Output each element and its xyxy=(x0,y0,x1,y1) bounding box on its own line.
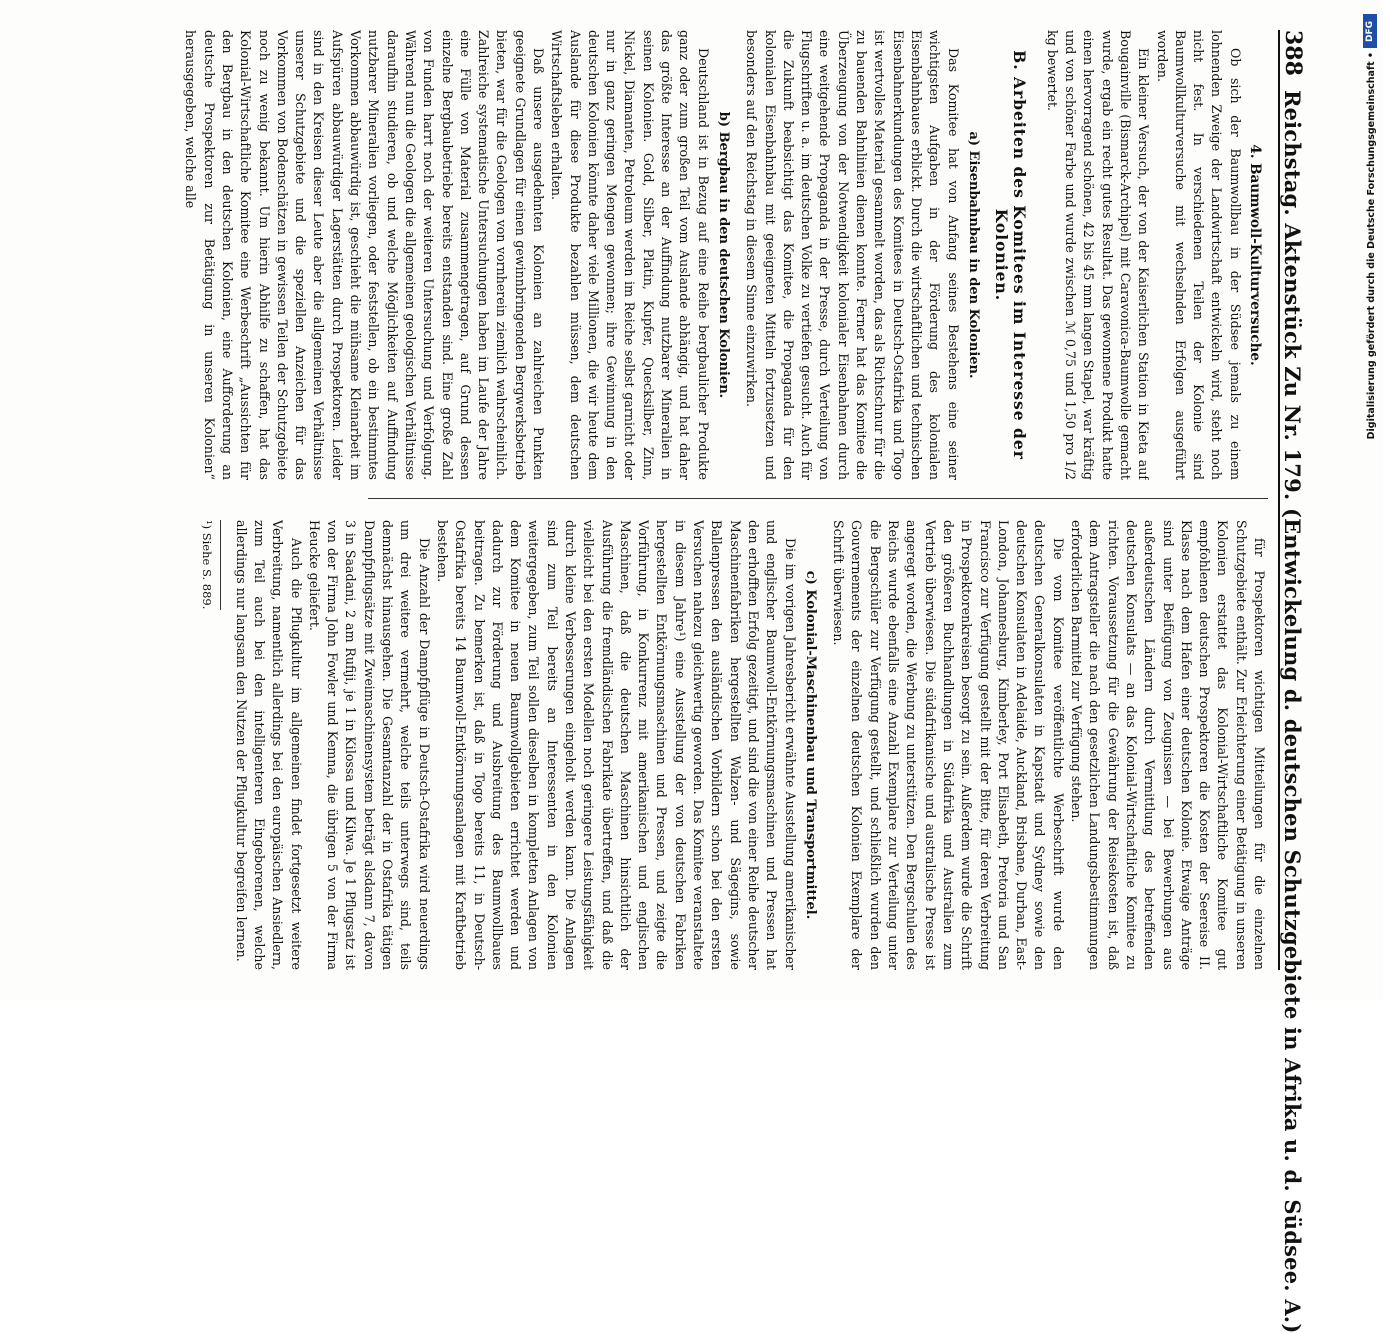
left-column xyxy=(68,30,1268,480)
paragraph: Ob sich der Baumwollbau in der Südsee jemals zu einem lohnenden Zweige der Landwirtschaft entwickeln wird, steht noch nicht fest. In verschiedenen Teilen der Kolonie sind Baumwollkulturversuche mit wechselnden Erfolgen ausgeführt worden. xyxy=(1154,30,1243,480)
page-header xyxy=(1278,30,1320,1333)
dfg-side-strip xyxy=(1359,6,1381,786)
rotated-document-page xyxy=(60,30,1320,1333)
paragraph: Das Komitee hat von Anfang seines Bestehens eine seiner wichtigsten Aufgaben in der Förderung des kolonialen Eisenbahnbaues erblickt. Durch die wirtschaftlichen und technischen Eisenbahnerkundungen des Komitees in Deutsch-Ostafrika und Togo ist wertvolles Material gesammelt worden, das als Richtschnur für die zu bauenden Bahnlinien dienen konnte. Ferner hat das Komitee die Überzeugung von der Notwendigkeit kolonialer Eisenbahnen durch eine weitgehende Propaganda in der Presse, durch Verteilung von Flugschriften u. a. im deutschen Volke zu vertiefen gesucht. Auch für die Zukunft beabsichtigt das Komitee, die Propaganda für den kolonialen Eisenbahnbau mit geeigneten Mitteln fortzusetzen und besonders auf den Reichstag in diesem Sinne einzuwirken. xyxy=(744,30,961,480)
footnote-rule xyxy=(220,520,221,610)
dfg-logo: DFG xyxy=(1363,14,1377,48)
section-b-heading: B. Arbeiten des Komitees im Interesse der Kolonien. xyxy=(992,50,1030,460)
page-title: Reichstag. Aktenstück Zu Nr. 179. (Entwickelung d. deutschen Schutzgebiete in Afrika u. d. Südsee. A.) xyxy=(1280,89,1305,1333)
page-number: 388 xyxy=(1280,30,1306,76)
paragraph: für Prospektoren wichtigen Mitteilungen für die einzelnen Schutzgebiete enthält. Zur Erleichterung einer Betätigung in unseren Kolonien erstattet das Kolonial-Wirtschaftliche Komitee gut empfohlenen deutschen Prospektoren die Kosten der Seereise II. Klasse nach dem Hafen einer deutschen Kolonie. Etwaige Anträge sind unter Beifügung von Zeugnissen — bei Bewerbungen aus außerdeutschen Ländern durch Vermittlung des betreffenden deutschen Konsulats — an das Kolonial-Wirtschaftliche Komitee zu richten. Voraussetzung für die Gewährung der Reisekosten ist, daß dem Antragsteller die nach den gesetzlichen Landungsbestimmungen erforderlichen Barmittel zur Verfügung stehen. xyxy=(1069,520,1267,970)
dfg-funding-note: Digitalisierung gefördert durch die Deutsche Forschungsgemeinschaft • xyxy=(1366,52,1377,440)
paragraph: Die Anzahl der Dampfpflüge in Deutsch-Ostafrika wird neuerdings um drei weitere vermehrt, welche teils unterwegs sind, teils demnächst hinausgehen. Die Gesamtanzahl der in Ostafrika tätigen Dampfpflugsätze mit Zweimaschinensystem beträgt alsdann 7, davon 3 in Saadani, 2 am Rufiji, je 1 in Kilossa und Kilwa. Je 1 Pflugsatz ist von der Firma John Fowler und Kemna, die übrigen 5 von der Firma Heucke geliefert. xyxy=(306,520,432,970)
text-columns xyxy=(68,30,1268,970)
paragraph: Die im vorigen Jahresbericht erwähnte Ausstellung amerikanischer und englischer Baumwoll-Entkörnungsmaschinen und Pressen hat den erhofften Erfolg gezeitigt, und sind die von einer Reihe deutscher Maschinenfabriken hergestellten Walzen- und Sägegins, sowie Ballenpressen den ausländischen Vorbildern schon bei den ersten Versuchen nahezu gleichwertig geworden. Das Komitee veranstaltete in diesem Jahre¹) eine Ausstellung der von deutschen Fabriken hergestellten Entkörnungsmaschinen und Pressen, und zeigte die Vorführung, in Konkurrenz mit amerikanischen und englischen Maschinen, daß die deutschen Maschinen hinsichtlich der Ausführung die fremdländischen Fabrikate übertreffen, und daß die vielleicht bei den ersten Modellen noch geringere Leistungsfähigkeit durch kleine Verbesserungen eingeholt werden kann. Die Anlagen sind zum Teil bereits an Interessenten in den Kolonien weitergegeben, zum Teil sollen dieselben in kompletten Anlagen von dem Komitee in neuen Baumwollgebieten errichtet werden und dadurch zur Förderung und Ausbreitung des Baumwollbaues beitragen. Zu bemerken ist, daß in Togo bereits 11, in Deutsch-Ostafrika bereits 14 Baumwoll-Entkörnungsanlagen mit Kraftbetrieb bestehen. xyxy=(434,520,798,970)
paragraph: Deutschland ist in Bezug auf eine Reihe bergbaulicher Produkte ganz oder zum großen Teil vom Auslande abhängig, und hat daher das größte Interesse an der Auffindung nutzbarer Mineralien in seinen Kolonien. Gold, Silber, Platin, Kupfer, Quecksilber, Zinn, Nickel, Diamanten, Petroleum werden im Reiche selbst garnicht oder nur in ganz geringen Mengen gewonnen; ihre Gewinnung in den deutschen Kolonien könnte daher viele Millionen, die wir heute dem Auslande für diese Produkte bezahlen müssen, dem deutschen Wirtschaftsleben erhalten. xyxy=(549,30,711,480)
section-4-heading: 4. Baumwoll-Kulturversuche. xyxy=(1247,144,1263,366)
paragraph: Die vom Komitee veröffentlichte Werbeschrift wurde den deutschen Generalkonsulaten in Kapstadt und Sydney sowie den deutschen Konsulaten in Adelaide, Auckland, Brisbane, Durban, East-London, Johannesburg, Kimberley, Port Elisabeth, Pretoria und San Francisco zur Verfügung gestellt mit der Bitte, für deren Verbreitung in Prospektorenkreisen besorgt zu sein. Außerdem wurde die Schrift den größeren Buchhandlungen in Südafrika und Australien zum Vertrieb überwiesen. Die südafrikanische und australische Presse ist angeregt worden, die Werbung zu unterstützen. Den Bergschulen des Reichs wurde ebenfalls eine Anzahl Exemplare zur Verteilung unter die Bergschüler zur Verfügung gestellt, und schließlich wurden den Gouvernements der einzelnen deutschen Kolonien Exemplare der Schrift überwiesen. xyxy=(831,520,1066,970)
column-divider xyxy=(368,498,1268,499)
paragraph: Daß unsere ausgedehnten Kolonien an zahlreichen Punkten geeignete Grundlagen für einen gewinnbringenden Bergwerksbetrieb bieten, war für die Geologen von vornherein ziemlich wahrscheinlich. Zahlreiche systematische Untersuchungen haben im Laufe der Jahre eine Fülle von Material zusammengetragen, auf Grund dessen einzelne Bergbaubetriebe bereits entstanden sind. Eine große Zahl von Funden harrt noch der weiteren Untersuchung und Verfolgung. Während nun die Geologen die allgemeinen geologischen Verhältnisse daraufhin studieren, ob und welche Möglichkeiten auf Auffindung nutzbarer Mineralien vorliegen, oder feststellen, ob ein bestimmtes Vorkommen abbauwürdig ist, geschieht die mühsame Kleinarbeit im Aufspüren abbauwürdiger Lagerstätten durch Prospektoren. Leider sind in den Kreisen dieser Leute aber die allgemeinen Verhältnisse unserer Schutzgebiete und die speziellen Anzeichen für das Vorkommen von Bodenschätzen in gewissen Teilen der Schutzgebiete noch zu wenig bekannt. Um hierin Abhilfe zu schaffen, hat das Kolonial-Wirtschaftliche Komitee eine Werbeschrift „Aussichten für den Bergbau in den deutschen Kolonien, eine Aufforderung an deutsche Prospektoren zur Betätigung in unseren Kolonien“ herausgegeben, welche alle xyxy=(183,30,547,480)
footnote: ¹) Siehe S. 889. xyxy=(200,520,215,610)
paragraph: Auch die Pflugkultur im allgemeinen findet fortgesetzt weitere Verbreitung, namentlich allerdings bei den europäischen Ansiedlern, zum Teil auch bei den intelligenteren Eingeborenen, welche allerdings nur langsam den Nutzen der Pflugkultur begreifen lernen. xyxy=(233,520,304,970)
paragraph: Ein kleiner Versuch, der von der Kaiserlichen Station in Kieta auf Bougainville (Bismarck-Archipel) mit Caravonica-Baumwolle gemacht wurde, ergab ein recht gutes Resultat. Das gewonnene Produkt hatte einen hervorragend schönen, 42 bis 45 mm langen Stapel, war kräftig und von schöner Farbe und wurde zwischen ℳ 0,75 und 1,50 pro 1/2 kg bewertet. xyxy=(1044,30,1152,480)
subsection-b-heading: b) Bergbau in den deutschen Kolonien. xyxy=(715,111,731,399)
subsection-c-heading: c) Kolonial-Maschinenbau und Transportmittel. xyxy=(802,570,818,920)
subsection-a-heading: a) Eisenbahnbau in den Kolonien. xyxy=(965,131,981,379)
right-column xyxy=(68,520,1268,970)
